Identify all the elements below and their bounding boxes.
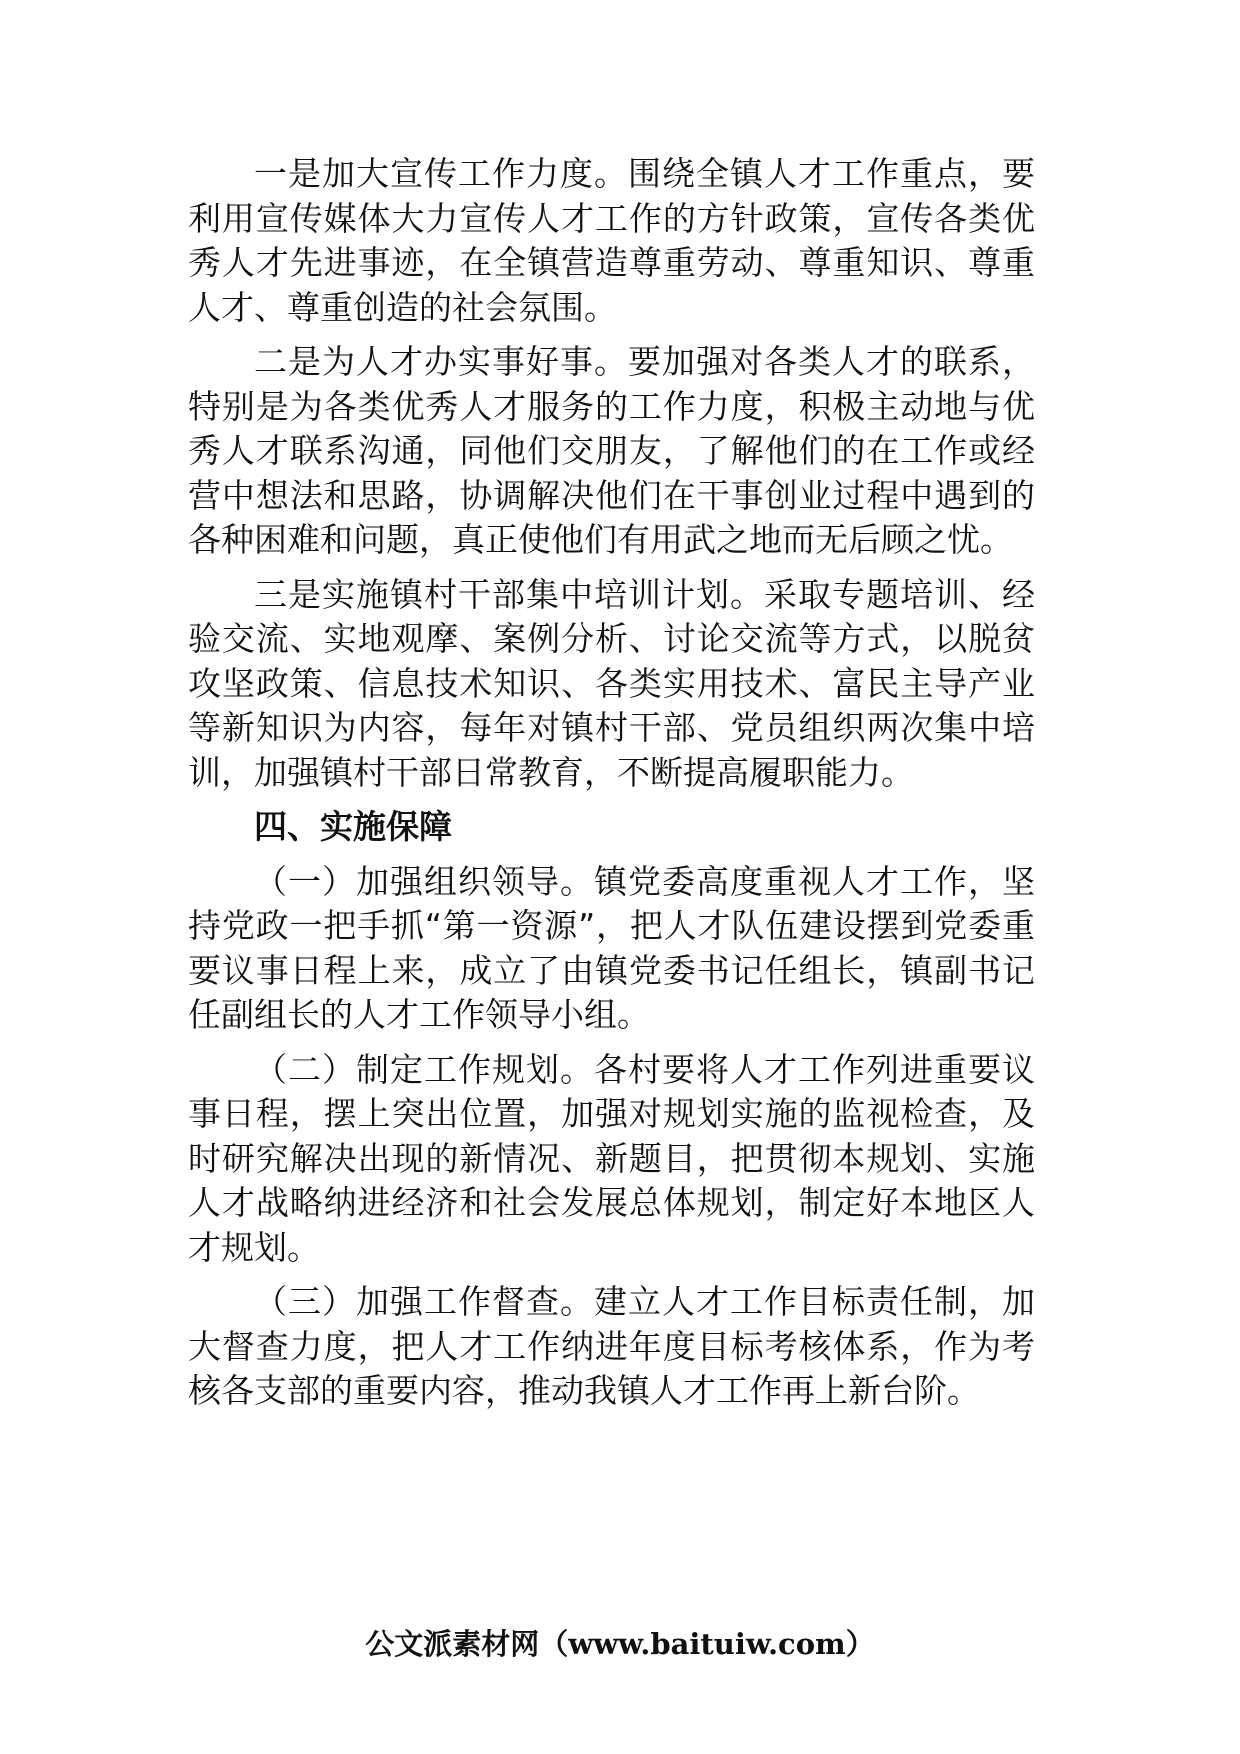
paragraph-work-supervision: （三）加强工作督查。建立人才工作目标责任制，加大督查力度，把人才工作纳进年度目标考核体系，作为考核各支部的重要内容，推动我镇人才工作再上新台阶。 — [188, 1282, 1035, 1410]
footer-watermark: 公文派素材网（www.baituiw.com） — [365, 1627, 875, 1661]
section-heading-guarantee: 四、实施保障 — [254, 807, 452, 846]
paragraph-talent-service: 二是为人才办实事好事。要加强对各类人才的联系，特别是为各类优秀人才服务的工作力度，积极主动地与优秀人才联系沟通，同他们交朋友，了解他们的在工作或经营中想法和思路，协调解决他们在干事创业过程中遇到的各种困难和问题，真正使他们有用武之地而无后顾之忧。 — [188, 342, 1035, 559]
paragraph-training-plan: 三是实施镇村干部集中培训计划。采取专题培训、经验交流、实地观摩、案例分析、讨论交流等方式，以脱贫攻坚政策、信息技术知识、各类实用技术、富民主导产业等新知识为内容，每年对镇村干部、党员组织两次集中培训，加强镇村干部日常教育，不断提高履职能力。 — [188, 574, 1035, 792]
document-body — [188, 152, 1035, 1424]
paragraph-organization-leadership: （一）加强组织领导。镇党委高度重视人才工作，坚持党政一把手抓“第一资源”，把人才队伍建设摆到党委重要议事日程上来，成立了由镇党委书记任组长，镇副书记任副组长的人才工作领导小组。 — [188, 861, 1035, 1034]
paragraph-publicity: 一是加大宣传工作力度。围绕全镇人才工作重点，要利用宣传媒体大力宣传人才工作的方针政策，宣传各类优秀人才先进事迹，在全镇营造尊重劳动、尊重知识、尊重人才、尊重创造的社会氛围。 — [188, 154, 1035, 327]
paragraph-work-planning: （二）制定工作规划。各村要将人才工作列进重要议事日程，摆上突出位置，加强对规划实施的监视检查，及时研究解决出现的新情况、新题目，把贯彻本规划、实施人才战略纳进经济和社会发展总体规划，制定好本地区人才规划。 — [188, 1049, 1035, 1267]
